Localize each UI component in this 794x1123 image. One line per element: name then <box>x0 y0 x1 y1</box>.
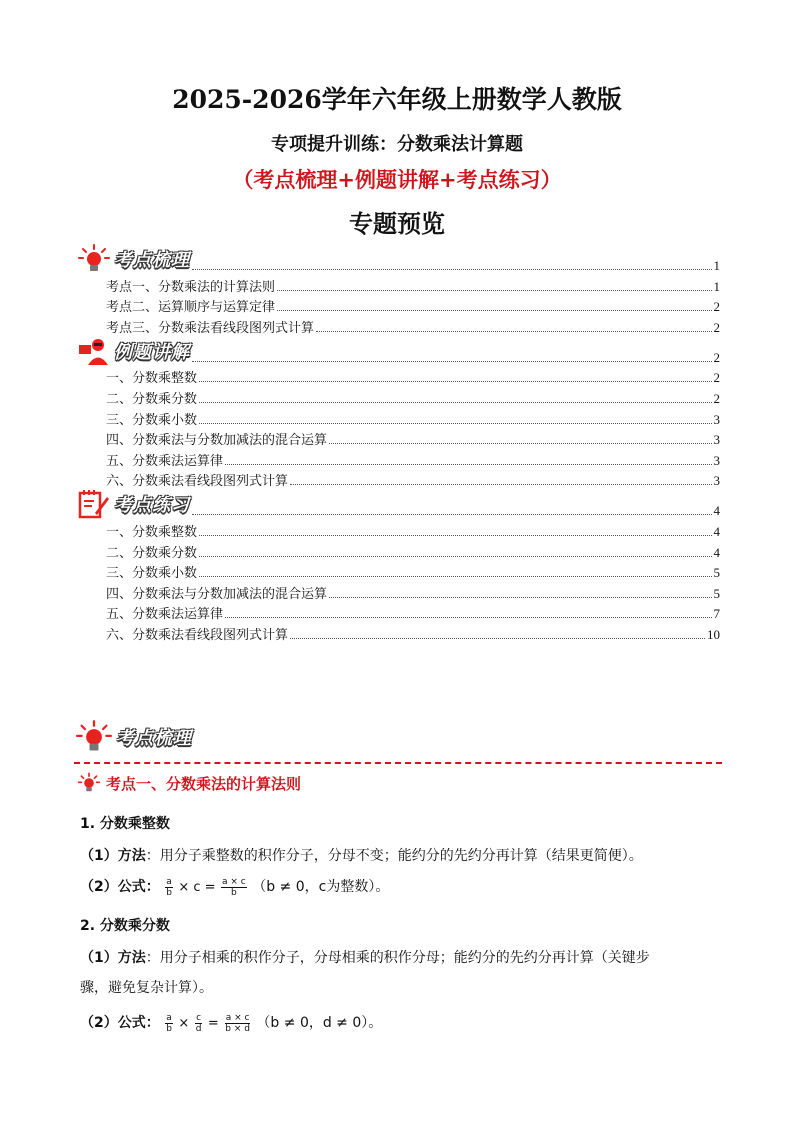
toc-badge-lianxi: 考点练习 <box>114 495 190 517</box>
page-number: 5 <box>713 585 720 601</box>
dashed-divider <box>74 762 722 764</box>
leader-dots <box>225 617 711 618</box>
equals-sign: = <box>207 1016 219 1031</box>
fraction-c-over-d: $\frac{c}{d}$ <box>195 1012 202 1034</box>
formula-label: （2）公式： <box>80 1015 160 1031</box>
section-badge: 考点梳理 <box>116 728 192 749</box>
toc-item[interactable] <box>78 366 720 387</box>
page-number: 4 <box>713 544 720 560</box>
times-sign: × <box>178 1016 190 1031</box>
leader-dots <box>316 331 711 332</box>
toc-item[interactable] <box>78 540 720 561</box>
method-label: （1）方法 <box>80 950 146 966</box>
page-number: 10 <box>707 626 720 642</box>
toc-item[interactable] <box>78 407 720 428</box>
paragraph-method-2-cont: 骤，避免复杂计算）。 <box>80 980 213 996</box>
toc-item-label: 考点三、分数乘法看线段图列式计算 <box>106 320 315 336</box>
leader-dots <box>199 423 711 424</box>
toc-item-label: 五、分数乘法运算律 <box>106 453 224 469</box>
formula-2 <box>80 1012 382 1034</box>
leader-dots <box>277 310 711 311</box>
toc-item-label: 四、分数乘法与分数加减法的混合运算 <box>106 586 328 602</box>
heading-fraction-times-fraction: 2. 分数乘分数 <box>80 918 170 934</box>
page-number: 2 <box>713 299 720 315</box>
toc-section-lianxi[interactable] <box>78 489 720 519</box>
leader-dots <box>277 290 711 291</box>
leader-dots <box>192 514 712 515</box>
leader-dots <box>199 556 711 557</box>
teacher-icon <box>78 336 110 366</box>
toc-item-label: 一、分数乘整数 <box>106 371 198 387</box>
toc-item[interactable] <box>78 469 720 490</box>
page-number: 3 <box>713 473 720 489</box>
toc-item-label: 三、分数乘小数 <box>106 412 198 428</box>
page-number: 2 <box>713 370 720 386</box>
document-red-subtitle: （考点梳理+例题讲解+考点练习） <box>232 168 562 192</box>
heading-fraction-times-integer: 1. 分数乘整数 <box>80 816 170 832</box>
lightbulb-icon <box>78 244 110 274</box>
paragraph-method-2 <box>80 947 650 967</box>
page-number: 1 <box>713 258 720 273</box>
document-subtitle: 专项提升训练：分数乘法计算题 <box>271 134 523 155</box>
toc-item[interactable] <box>78 519 720 540</box>
method-text: ：用分子乘整数的积作分子，分母不变；能约分的先约分再计算（结果更简便）。 <box>145 848 643 864</box>
toc-item[interactable] <box>78 295 720 316</box>
toc-item-label: 六、分数乘法看线段图列式计算 <box>106 474 289 490</box>
lightbulb-icon <box>76 720 112 754</box>
toc-item-label: 五、分数乘法运算律 <box>106 607 224 623</box>
fraction-result: $\frac{a \times c}{b}$ <box>222 876 246 898</box>
toc-item-label: 六、分数乘法看线段图列式计算 <box>106 627 289 643</box>
toc-item-label: 一、分数乘整数 <box>106 524 198 540</box>
formula-condition: （b ≠ 0，c为整数）。 <box>252 879 390 895</box>
page-number: 3 <box>713 432 720 448</box>
table-of-contents <box>78 244 720 643</box>
leader-dots <box>199 402 711 403</box>
preview-title: 专题预览 <box>349 210 445 238</box>
page-number: 3 <box>713 452 720 468</box>
page-number: 4 <box>713 503 720 519</box>
leader-dots <box>329 443 711 444</box>
toc-badge-kaodian: 考点梳理 <box>114 250 190 271</box>
formula-operator: × c = <box>178 880 216 895</box>
page-number: 2 <box>713 319 720 335</box>
toc-item[interactable] <box>78 386 720 407</box>
toc-item-label: 考点二、运算顺序与运算定律 <box>106 300 276 316</box>
toc-item-label: 二、分数乘分数 <box>106 545 198 561</box>
notepad-pencil-icon <box>78 489 110 519</box>
leader-dots <box>290 638 705 639</box>
leader-dots <box>199 381 711 382</box>
fraction-a-over-b: $\frac{a}{b}$ <box>166 1012 172 1034</box>
lightbulb-icon <box>78 772 100 794</box>
method-text: ：用分子相乘的积作分子，分母相乘的积作分母；能约分的先约分再计算（关键步 <box>145 950 650 966</box>
page-number: 5 <box>713 565 720 581</box>
toc-item[interactable] <box>78 561 720 582</box>
toc-section-kaodian[interactable] <box>78 244 720 274</box>
leader-dots <box>290 484 711 485</box>
toc-item[interactable] <box>78 581 720 602</box>
page-number: 4 <box>713 523 720 539</box>
toc-badge-liti: 例题讲解 <box>114 341 190 363</box>
fraction-a-over-b: $\frac{a}{b}$ <box>166 876 172 898</box>
toc-item-label: 三、分数乘小数 <box>106 566 198 582</box>
paragraph-method-1 <box>80 845 643 865</box>
toc-item-label: 四、分数乘法与分数加减法的混合运算 <box>106 433 328 449</box>
page-number: 2 <box>713 390 720 406</box>
leader-dots <box>192 361 712 362</box>
leader-dots <box>225 464 711 465</box>
toc-item[interactable] <box>78 315 720 336</box>
toc-section-liti[interactable] <box>78 336 720 366</box>
formula-label: （2）公式： <box>80 879 160 895</box>
leader-dots <box>199 535 711 536</box>
point1-heading <box>78 772 301 794</box>
toc-item[interactable] <box>78 448 720 469</box>
toc-item-label: 二、分数乘分数 <box>106 391 198 407</box>
formula-condition: （b ≠ 0，d ≠ 0）。 <box>256 1015 383 1031</box>
leader-dots <box>329 597 711 598</box>
page-number: 2 <box>713 349 720 365</box>
toc-item-label: 考点一、分数乘法的计算法则 <box>106 279 276 295</box>
page-number: 1 <box>713 278 720 294</box>
leader-dots <box>199 576 711 577</box>
page-number: 3 <box>713 411 720 427</box>
fraction-result: $\frac{a \times c}{b \times d}$ <box>225 1012 250 1034</box>
document-title: 2025-2026学年六年级上册数学人教版 <box>172 85 622 114</box>
leader-dots <box>192 269 712 270</box>
point1-title: 考点一、分数乘法的计算法则 <box>106 774 302 793</box>
page-number: 7 <box>713 606 720 622</box>
toc-item[interactable] <box>78 602 720 623</box>
toc-item[interactable] <box>78 622 720 643</box>
method-label: （1）方法 <box>80 848 146 864</box>
section-header-kaodian <box>76 720 192 754</box>
toc-item[interactable] <box>78 428 720 449</box>
formula-1 <box>80 876 389 898</box>
toc-item[interactable] <box>78 274 720 295</box>
